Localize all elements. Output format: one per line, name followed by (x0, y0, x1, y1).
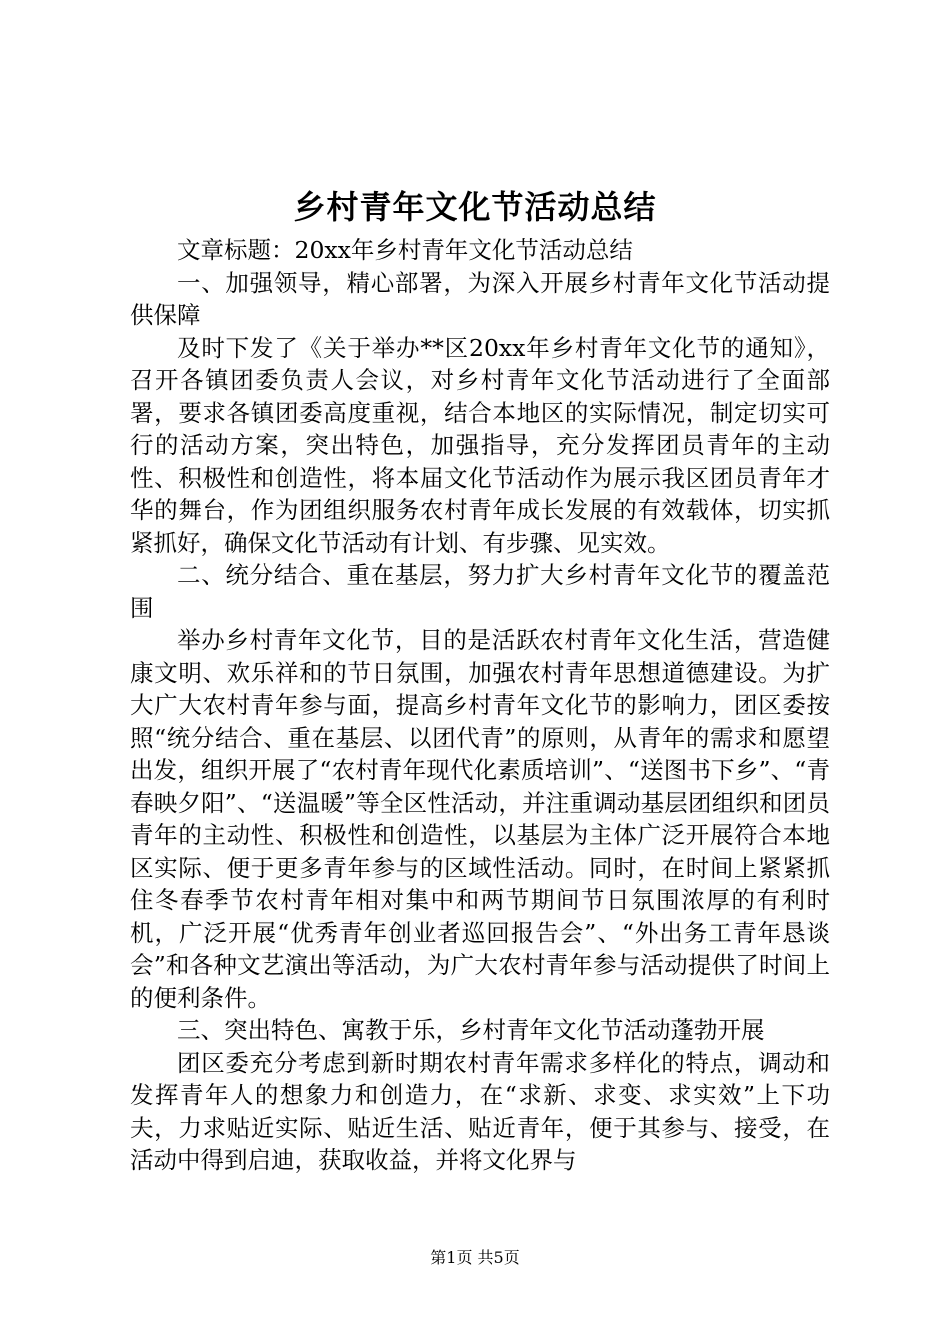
document-body (130, 234, 830, 1177)
paragraph-article-title: 文章标题：20xx年乡村青年文化节活动总结 (177, 236, 633, 264)
paragraph-1: 及时下发了《关于举办**区20xx年乡村青年文化节的通知》，召开各镇团委负责人会议，对乡村青年文化节活动进行了全面部署，要求各镇团委高度重视，结合本地区的实际情况，制定切实可行的活动方案，突出特色，加强指导，充分发挥团员青年的主动性、积极性和创造性，将本届文化节活动作为展示我区团员青年才华的舞台，作为团组织服务农村青年成长发展的有效载体，切实抓紧抓好，确保文化节活动有计划、有步骤、见实效。 (130, 333, 830, 557)
paragraph-2: 举办乡村青年文化节，目的是活跃农村青年文化生活，营造健康文明、欢乐祥和的节日氛围，加强农村青年思想道德建设。为扩大广大农村青年参与面，提高乡村青年文化节的影响力，团区委按照“统分结合、重在基层、以团代青”的原则，从青年的需求和愿望出发，组织开展了“农村青年现代化素质培训”、“送图书下乡”、“青春映夕阳”、“送温暖”等全区性活动，并注重调动基层团组织和团员青年的主动性、积极性和创造性，以基层为主体广泛开展符合本地区实际、便于更多青年参与的区域性活动。同时，在时间上紧紧抓住冬春季节农村青年相对集中和两节期间节日氛围浓厚的有利时机，广泛开展“优秀青年创业者巡回报告会”、“外出务工青年恳谈会”和各种文艺演出等活动，为广大农村青年参与活动提供了时间上的便利条件。 (130, 626, 830, 1012)
paragraph-3: 团区委充分考虑到新时期农村青年需求多样化的特点，调动和发挥青年人的想象力和创造力，在“求新、求变、求实效”上下功夫，力求贴近实际、贴近生活、贴近青年，便于其参与、接受，在活动中得到启迪，获取收益，并将文化界与 (130, 1048, 830, 1174)
section-heading-2: 二、统分结合、重在基层，努力扩大乡村青年文化节的覆盖范围 (130, 561, 830, 622)
section-heading-1: 一、加强领导，精心部署，为深入开展乡村青年文化节活动提供保障 (130, 268, 830, 329)
section-heading-3: 三、突出特色、寓教于乐，乡村青年文化节活动蓬勃开展 (177, 1016, 765, 1044)
document-title: 乡村青年文化节活动总结 (293, 188, 657, 226)
page-footer: 第1页 共5页 (430, 1248, 520, 1267)
